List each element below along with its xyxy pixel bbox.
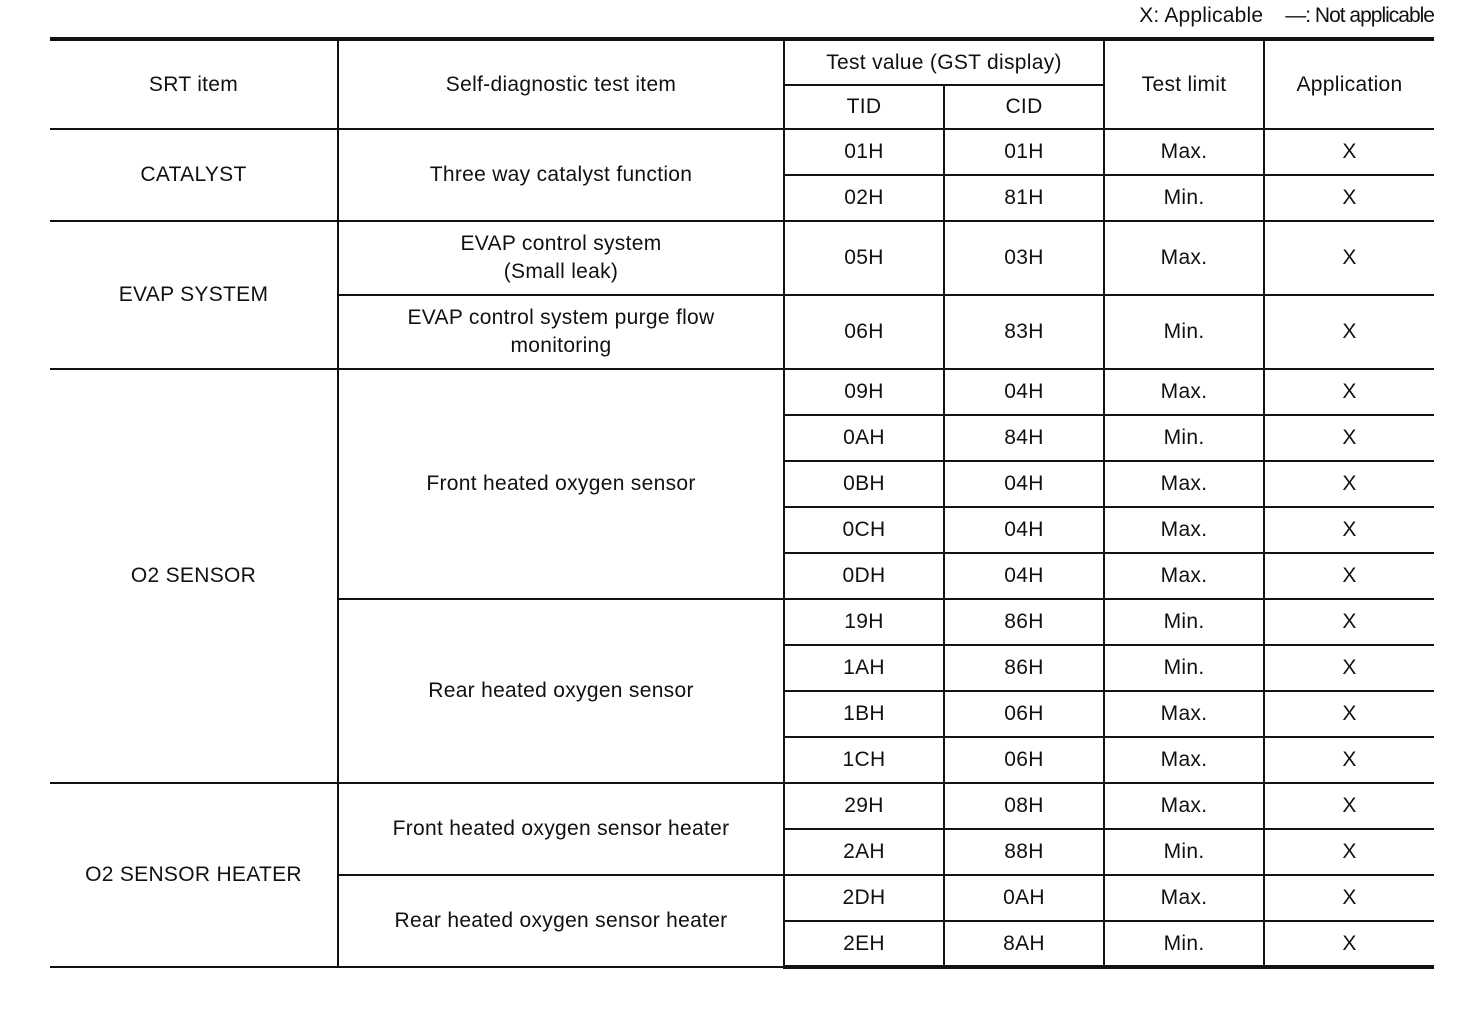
srt-table [50,37,1434,969]
application-cell: X [1264,461,1434,507]
tid-cell: 0AH [784,415,944,461]
test-limit-cell: Min. [1104,599,1264,645]
application-cell: X [1264,415,1434,461]
self-diagnostic-item-label-line: Front heated oxygen sensor heater [392,817,730,840]
cid-cell: 0AH [944,875,1104,921]
self-diagnostic-item-label-line: (Small leak) [503,260,619,283]
self-diagnostic-item-cell [338,221,784,295]
table-row [50,783,1434,829]
cid-cell: 03H [944,221,1104,295]
test-limit-cell: Max. [1104,369,1264,415]
tid-cell: 09H [784,369,944,415]
application-cell: X [1264,221,1434,295]
tid-cell: 2DH [784,875,944,921]
tid-cell: 02H [784,175,944,221]
application-cell: X [1264,875,1434,921]
test-limit-cell: Max. [1104,221,1264,295]
srt-item-cell: CATALYST [50,129,338,221]
test-limit-cell: Max. [1104,691,1264,737]
cid-cell: 88H [944,829,1104,875]
srt-item-cell: EVAP SYSTEM [50,221,338,369]
application-cell: X [1264,129,1434,175]
header-cid: CID [944,85,1104,129]
test-limit-cell: Max. [1104,737,1264,783]
tid-cell: 0DH [784,553,944,599]
self-diagnostic-item-label-line: Rear heated oxygen sensor heater [394,909,728,932]
header-application: Application [1264,39,1434,129]
tid-cell: 1CH [784,737,944,783]
test-limit-cell: Max. [1104,875,1264,921]
header-srt-item: SRT item [50,39,338,129]
tid-cell: 05H [784,221,944,295]
cid-cell: 04H [944,553,1104,599]
legend-applicable: X: Applicable [1139,4,1264,27]
application-cell: X [1264,737,1434,783]
application-cell: X [1264,295,1434,369]
test-limit-cell: Max. [1104,783,1264,829]
cid-cell: 86H [944,599,1104,645]
tid-cell: 2EH [784,921,944,967]
table-row [50,221,1434,295]
application-cell: X [1264,175,1434,221]
test-limit-cell: Max. [1104,507,1264,553]
self-diagnostic-item-label-line: Three way catalyst function [429,163,693,186]
application-cell: X [1264,507,1434,553]
self-diagnostic-item-cell [338,599,784,783]
cid-cell: 84H [944,415,1104,461]
test-limit-cell: Min. [1104,829,1264,875]
self-diagnostic-item-label-line: Rear heated oxygen sensor [428,679,694,702]
application-cell: X [1264,369,1434,415]
tid-cell: 29H [784,783,944,829]
application-cell: X [1264,783,1434,829]
self-diagnostic-item-label-line: Front heated oxygen sensor [426,472,696,495]
cid-cell: 8AH [944,921,1104,967]
self-diagnostic-item-label-line: monitoring [510,334,612,357]
cid-cell: 08H [944,783,1104,829]
test-limit-cell: Max. [1104,129,1264,175]
cid-cell: 01H [944,129,1104,175]
header-test-value: Test value (GST display) [784,39,1104,85]
self-diagnostic-item-label-line: EVAP control system purge flow [407,306,715,329]
test-limit-cell: Min. [1104,921,1264,967]
header-test-limit: Test limit [1104,39,1264,129]
application-cell: X [1264,599,1434,645]
self-diagnostic-item-cell [338,783,784,875]
tid-cell: 2AH [784,829,944,875]
tid-cell: 01H [784,129,944,175]
legend [1139,4,1434,28]
cid-cell: 06H [944,737,1104,783]
tid-cell: 06H [784,295,944,369]
tid-cell: 0BH [784,461,944,507]
test-limit-cell: Min. [1104,295,1264,369]
application-cell: X [1264,691,1434,737]
cid-cell: 83H [944,295,1104,369]
table-row [50,129,1434,175]
cid-cell: 04H [944,369,1104,415]
srt-item-cell: O2 SENSOR HEATER [50,783,338,967]
test-limit-cell: Min. [1104,415,1264,461]
test-limit-cell: Max. [1104,553,1264,599]
tid-cell: 1BH [784,691,944,737]
cid-cell: 06H [944,691,1104,737]
tid-cell: 0CH [784,507,944,553]
application-cell: X [1264,921,1434,967]
table-header [50,39,1434,129]
self-diagnostic-item-cell [338,295,784,369]
self-diagnostic-item-cell [338,875,784,967]
tid-cell: 19H [784,599,944,645]
cid-cell: 04H [944,461,1104,507]
srt-item-cell: O2 SENSOR [50,369,338,783]
cid-cell: 81H [944,175,1104,221]
application-cell: X [1264,553,1434,599]
test-limit-cell: Min. [1104,645,1264,691]
application-cell: X [1264,829,1434,875]
cid-cell: 86H [944,645,1104,691]
test-limit-cell: Max. [1104,461,1264,507]
header-self-diagnostic-test-item: Self-diagnostic test item [338,39,784,129]
legend-not-applicable: —: Not applicable [1285,4,1434,27]
table-row [50,369,1434,415]
table-body [50,129,1434,967]
application-cell: X [1264,645,1434,691]
test-limit-cell: Min. [1104,175,1264,221]
self-diagnostic-item-label-line: EVAP control system [460,232,662,255]
header-tid: TID [784,85,944,129]
cid-cell: 04H [944,507,1104,553]
tid-cell: 1AH [784,645,944,691]
self-diagnostic-item-cell [338,129,784,221]
self-diagnostic-item-cell [338,369,784,599]
